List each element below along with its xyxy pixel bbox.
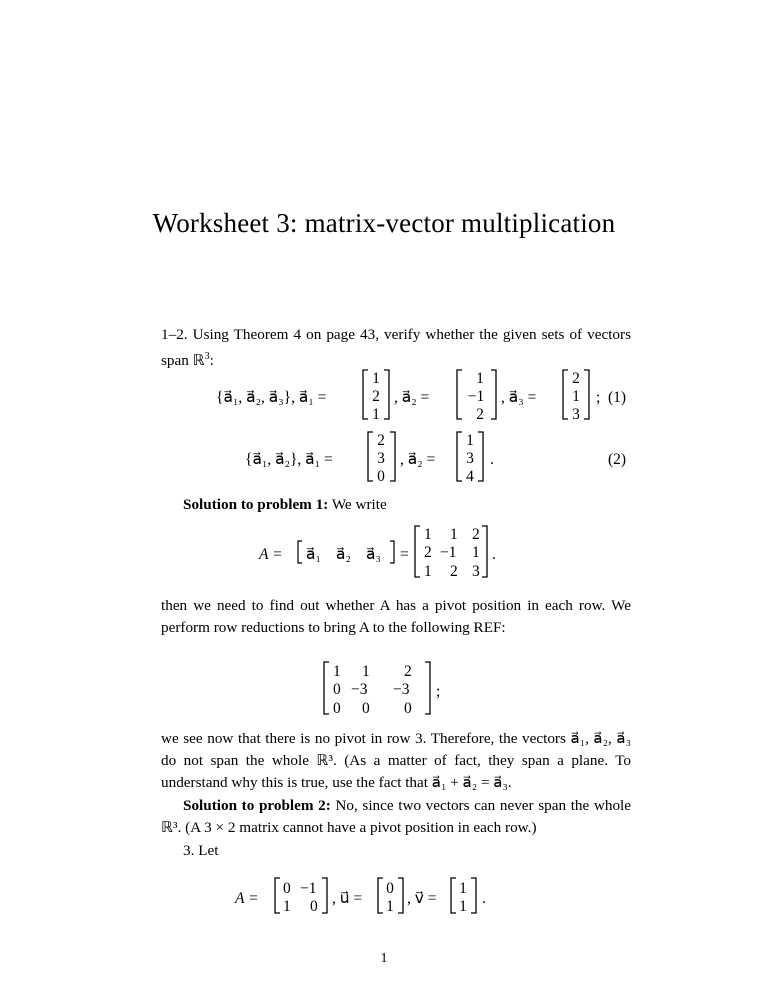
eq2-number: (2) bbox=[608, 451, 627, 468]
eq1-a3-entry: 1 bbox=[572, 388, 580, 405]
eq3-A-entry: −1 bbox=[300, 880, 317, 897]
ref-right-bracket bbox=[425, 662, 430, 714]
ref-entry: 2 bbox=[404, 663, 412, 680]
ref-end: ; bbox=[436, 683, 441, 700]
ref-entry: 1 bbox=[333, 663, 341, 680]
solution-2-text: No, since two vectors can never span the whole ℝ³. (A 3 × 2 matrix cannot have a pivot position in each row.) bbox=[161, 797, 631, 836]
eq3-u-entry: 1 bbox=[386, 898, 394, 915]
eq2-a1-entry: 0 bbox=[377, 468, 385, 485]
eq2-a2-entry: 4 bbox=[466, 468, 474, 485]
matA-lhs: A = bbox=[259, 546, 283, 563]
equation-3 bbox=[234, 878, 486, 915]
equation-1 bbox=[216, 370, 626, 423]
eq3-v-entry: 1 bbox=[459, 880, 467, 897]
eq2-a2-left-bracket bbox=[457, 432, 462, 481]
eq3-A-entry: 1 bbox=[283, 898, 291, 915]
matA-end: . bbox=[492, 546, 496, 563]
eq1-a2-entry: −1 bbox=[467, 388, 485, 405]
eq1-a3-entry: 3 bbox=[572, 406, 580, 423]
paragraph-no-pivot: we see now that there is no pivot in row 3. Therefore, the vectors a⃗₁, a⃗₂, a⃗₃ do not span the whole ℝ³. (As a matter of fact, they span a plane. To understand why this is true, use the fact that a⃗₁ + a⃗₂ = a⃗₃. bbox=[161, 730, 631, 791]
solution-1-intro bbox=[161, 494, 631, 516]
matA-right-bracket bbox=[482, 526, 487, 577]
equation-2 bbox=[245, 432, 626, 485]
page-number: 1 bbox=[380, 951, 388, 966]
paragraph-pivot-question: then we need to find out whether A has a pivot position in each row. We perform row reductions to bring A to the following REF: bbox=[161, 597, 631, 636]
eq1-number: (1) bbox=[608, 389, 627, 406]
matA-entry: 1 bbox=[424, 526, 432, 543]
ref-entry: 1 bbox=[362, 663, 370, 680]
ref-entry: −3 bbox=[351, 681, 368, 698]
eq3-A-left-bracket bbox=[275, 878, 280, 913]
eq3-v-left-bracket bbox=[451, 878, 456, 913]
ref-entry: −3 bbox=[393, 681, 410, 698]
eq1-a2-right-bracket bbox=[491, 370, 496, 419]
eq3-u-right-bracket bbox=[398, 878, 403, 913]
matA-row-left-bracket bbox=[298, 541, 302, 563]
eq2-a2-entry: 3 bbox=[466, 450, 474, 467]
matA-entry: −1 bbox=[440, 544, 457, 561]
matA-column-label: a⃗₃ bbox=[366, 546, 381, 563]
matA-entry: 1 bbox=[424, 563, 432, 580]
eq1-end: ; bbox=[596, 389, 601, 406]
ref-matrix bbox=[324, 662, 440, 717]
eq2-a1-left-bracket bbox=[368, 432, 373, 481]
matA-entry: 1 bbox=[450, 526, 458, 543]
eq1-a1-entry: 1 bbox=[372, 406, 380, 423]
solution-1-heading: Solution to problem 1: bbox=[183, 496, 329, 513]
eq3-v-right-bracket bbox=[471, 878, 476, 913]
eq1-a3-right-bracket bbox=[584, 370, 589, 419]
eq3-A-entry: 0 bbox=[310, 898, 318, 915]
eq2-a2-right-bracket bbox=[478, 432, 483, 481]
eq1-a1-left-bracket bbox=[363, 370, 368, 419]
page-title: Worksheet 3: matrix-vector multiplication bbox=[152, 208, 616, 238]
matA-entry: 1 bbox=[472, 544, 480, 561]
solution-2 bbox=[161, 795, 631, 839]
eq3-v-label: , v⃗ = bbox=[407, 890, 437, 907]
eq1-a1-right-bracket bbox=[384, 370, 389, 419]
problem-lead: 1–2. Using Theorem 4 on page 43, verify whether the given sets of vectors span bbox=[161, 326, 631, 370]
eq3-u-entry: 0 bbox=[386, 880, 394, 897]
ref-entry: 0 bbox=[333, 681, 341, 698]
eq1-a2-label: , a⃗₂ = bbox=[394, 389, 430, 406]
reals-symbol: ℝ bbox=[192, 352, 205, 370]
eq1-a1-entry: 2 bbox=[372, 388, 380, 405]
matA-column-label: a⃗₂ bbox=[336, 546, 351, 563]
eq1-a2-left-bracket bbox=[457, 370, 462, 419]
eq3-lhs: A = bbox=[235, 890, 259, 907]
reals-exponent: 3 bbox=[204, 351, 210, 362]
eq2-set-label: {a⃗₁, a⃗₂}, a⃗₁ = bbox=[245, 451, 333, 468]
eq2-a1-entry: 2 bbox=[377, 432, 385, 449]
eq3-A-right-bracket bbox=[322, 878, 327, 913]
matA-entry: 3 bbox=[472, 563, 480, 580]
matA-column-label: a⃗₁ bbox=[306, 546, 321, 563]
eq2-a1-entry: 3 bbox=[377, 450, 385, 467]
eq1-a3-entry: 2 bbox=[572, 370, 580, 387]
eq2-a2-entry: 1 bbox=[466, 432, 474, 449]
matA-left-bracket bbox=[415, 526, 420, 577]
eq1-a3-label: , a⃗₃ = bbox=[501, 389, 537, 406]
problem-3-lead: 3. Let bbox=[183, 842, 219, 859]
eq2-end: . bbox=[490, 451, 494, 468]
ref-entry: 0 bbox=[362, 700, 370, 717]
statement-colon: : bbox=[209, 352, 214, 370]
eq3-u-left-bracket bbox=[378, 878, 383, 913]
eq1-set-label: {a⃗₁, a⃗₂, a⃗₃}, a⃗₁ = bbox=[216, 389, 327, 406]
matA-row-right-bracket bbox=[390, 541, 394, 563]
eq2-a1-right-bracket bbox=[390, 432, 395, 481]
solution-1-text: We write bbox=[328, 496, 387, 513]
matrix-A-definition bbox=[258, 526, 496, 580]
eq3-A-entry: 0 bbox=[283, 880, 291, 897]
eq3-v-entry: 1 bbox=[459, 898, 467, 915]
matA-equals: = bbox=[400, 546, 409, 563]
eq1-a3-left-bracket bbox=[563, 370, 568, 419]
eq1-a1-entry: 1 bbox=[372, 370, 380, 387]
eq3-u-label: , u⃗ = bbox=[332, 890, 363, 907]
solution-2-heading: Solution to problem 2: bbox=[183, 797, 331, 814]
eq2-a2-label: , a⃗₂ = bbox=[400, 451, 436, 468]
matA-entry: 2 bbox=[472, 526, 480, 543]
matA-entry: 2 bbox=[424, 544, 432, 561]
matA-entry: 2 bbox=[450, 563, 458, 580]
eq3-end: . bbox=[482, 890, 486, 907]
ref-entry: 0 bbox=[333, 700, 341, 717]
ref-left-bracket bbox=[324, 662, 329, 714]
eq1-a2-entry: 1 bbox=[476, 370, 484, 387]
eq1-a2-entry: 2 bbox=[476, 406, 484, 423]
ref-entry: 0 bbox=[404, 700, 412, 717]
